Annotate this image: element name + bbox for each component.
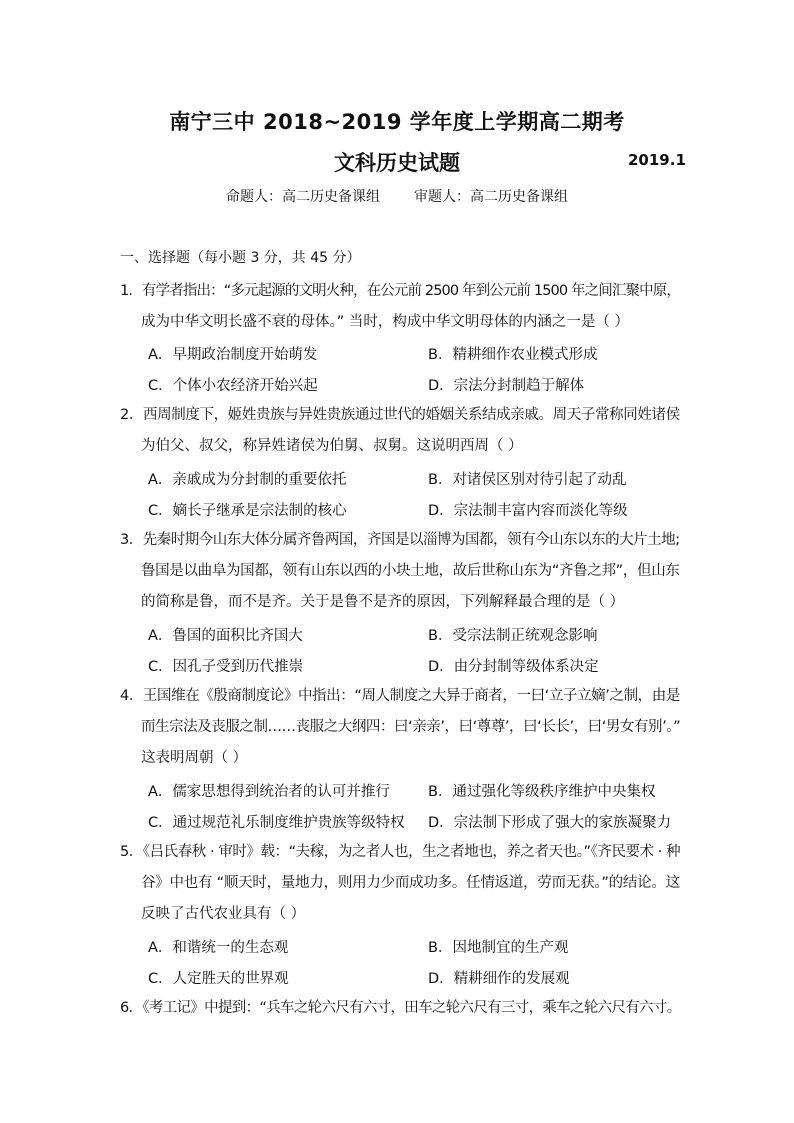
question-text-line: 2．西周制度下，姬姓贵族与异姓贵族通过世代的婚姻关系结成亲戚。周天子常称同姓诸侯 bbox=[120, 407, 680, 423]
option-b: B．精耕细作农业模式形成 bbox=[428, 347, 598, 363]
option-a: A．和谐统一的生态观 bbox=[148, 940, 289, 956]
option-d: D．由分封制等级体系决定 bbox=[428, 659, 599, 675]
question-text-line: 6．《考工记》中提到：“兵车之轮六尺有六寸，田车之轮六尺有三寸，乘车之轮六尺有六寸。 bbox=[120, 1000, 681, 1016]
option-c: C．因孔子受到历代推崇 bbox=[148, 659, 304, 675]
exam-date: 2019.1 bbox=[628, 151, 686, 169]
option-a: A．亲戚成为分封制的重要依托 bbox=[148, 472, 347, 488]
question-text-line: 鲁国是以曲阜为国都，领有山东以西的小块土地，故后世称山东为“齐鲁之邦”，但山东 bbox=[141, 563, 680, 579]
question-text-line: 这表明周朝（ ） bbox=[141, 750, 248, 766]
question-text-line: 谷》中也有 “顺天时，量地力，则用力少而成功多。任情返道，劳而无获。”的结论。这 bbox=[141, 875, 680, 891]
question-text-line: 反映了古代农业具有（ ） bbox=[141, 906, 306, 922]
option-b: B．受宗法制正统观念影响 bbox=[428, 628, 598, 644]
option-d: D．宗法分封制趋于解体 bbox=[428, 378, 585, 394]
option-a: A．儒家思想得到统治者的认可并推行 bbox=[148, 784, 390, 800]
option-c: C．人定胜天的世界观 bbox=[148, 971, 289, 987]
option-c: C．通过规范礼乐制度维护贵族等级特权 bbox=[148, 815, 405, 831]
option-a: A．早期政治制度开始萌发 bbox=[148, 347, 318, 363]
option-b: B．通过强化等级秩序维护中央集权 bbox=[428, 784, 656, 800]
section-heading: 一、选择题（每小题 3 分，共 45 分） bbox=[120, 250, 361, 266]
question-text-line: 3．先秦时期今山东大体分属齐鲁两国，齐国是以淄博为国都，领有今山东以东的大片土地; bbox=[120, 532, 680, 548]
proposer: 命题人：高二历史备课组 bbox=[226, 189, 380, 205]
exam-title: 南宁三中 2018~2019 学年度上学期高二期考 bbox=[169, 110, 625, 134]
question-text-line: 4．王国维在《殷商制度论》中指出：“周人制度之大异于商者，一曰‘立子立嫡’之制，由是 bbox=[120, 688, 680, 704]
authors-line bbox=[0, 186, 794, 206]
option-b: B．因地制宜的生产观 bbox=[428, 940, 569, 956]
option-d: D．宗法制丰富内容而淡化等级 bbox=[428, 503, 628, 519]
option-d: D．宗法制下形成了强大的家族凝聚力 bbox=[428, 815, 672, 831]
question-text-line: 的简称是鲁，而不是齐。关于是鲁不是齐的原因，下列解释最合理的是（ ） bbox=[141, 594, 625, 610]
question-text-line: 5．《吕氏春秋 · 审时》载：“夫稼，为之者人也，生之者地也，养之者天也。”《齐民要术 · 种 bbox=[120, 844, 681, 860]
reviewer: 审题人：高二历史备课组 bbox=[414, 189, 568, 205]
question-text-line: 成为中华文明长盛不衰的母体。” 当时，构成中华文明母体的内涵之一是（ ） bbox=[141, 314, 629, 330]
question-text-line: 为伯父、叔父，称异姓诸侯为伯舅、叔舅。这说明西周（ ） bbox=[141, 438, 523, 454]
question-text-line: 1．有学者指出：“多元起源的文明火种，在公元前 2500 年到公元前 1500 年之间汇聚中原， bbox=[120, 283, 680, 299]
option-d: D．精耕细作的发展观 bbox=[428, 971, 570, 987]
option-b: B．对诸侯区别对待引起了动乱 bbox=[428, 472, 627, 488]
exam-subtitle: 文科历史试题 bbox=[334, 151, 460, 175]
option-c: C．个体小农经济开始兴起 bbox=[148, 378, 318, 394]
option-c: C．嫡长子继承是宗法制的核心 bbox=[148, 503, 347, 519]
option-a: A．鲁国的面积比齐国大 bbox=[148, 628, 303, 644]
question-text-line: 而生宗法及丧服之制……丧服之大纲四：曰‘亲亲’，曰‘尊尊’，曰‘长长’，曰‘男女有别’。” bbox=[141, 719, 681, 735]
